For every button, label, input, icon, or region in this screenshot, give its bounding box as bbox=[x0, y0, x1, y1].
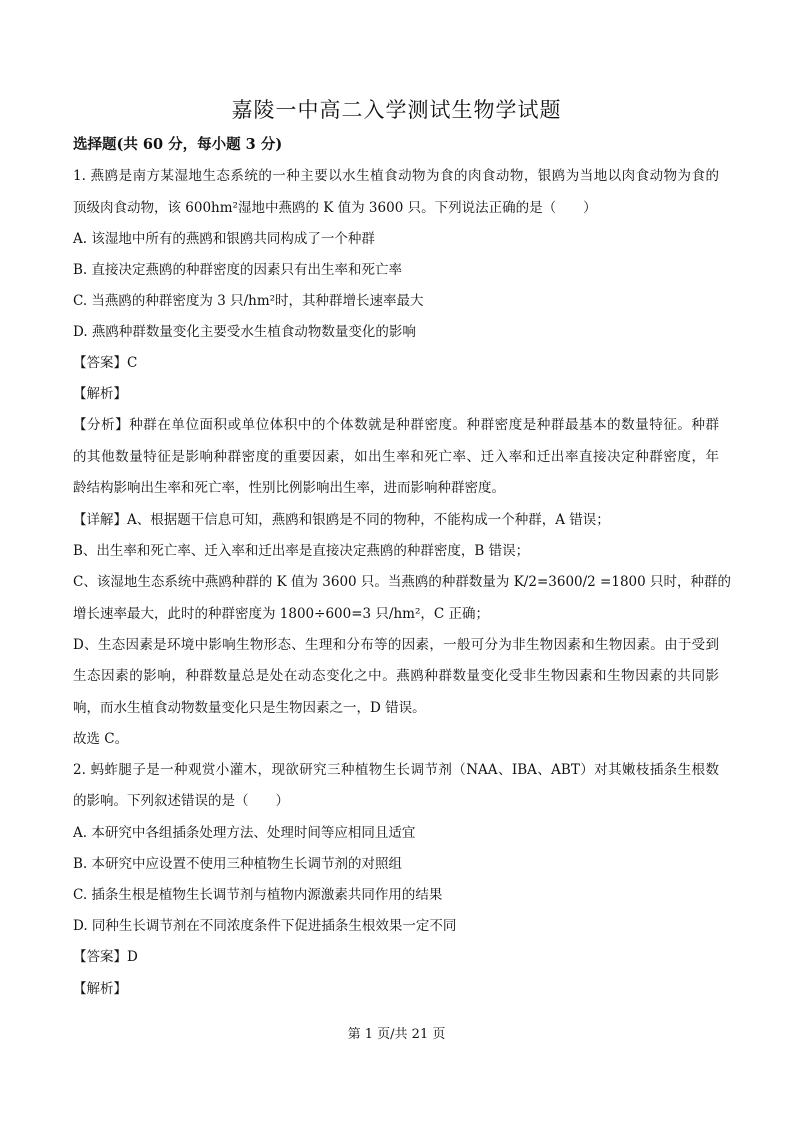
q2-option-d: D. 同种生长调节剂在不同浓度条件下促进插条生根效果一定不同 bbox=[73, 918, 457, 934]
q1-fenxi-line-3: 龄结构影响出生率和死亡率，性别比例影响出生率，进而影响种群密度。 bbox=[73, 480, 505, 496]
q1-xiangjie-line-6: 生态因素的影响，种群数量总是处在动态变化之中。燕鸥种群数量变化受非生物因素和生物因素的共同影 bbox=[73, 668, 719, 684]
q1-option-b: B. 直接决定燕鸥的种群密度的因素只有出生率和死亡率 bbox=[73, 262, 403, 278]
q1-xiangjie-line-4: 增长速率最大，此时的种群密度为 1800÷600=3 只/hm²，C 正确； bbox=[73, 606, 489, 622]
q1-xiangjie-line-5: D、生态因素是环境中影响生物形态、生理和分布等的因素，一般可分为非生物因素和生物因素。由于受到 bbox=[73, 637, 719, 653]
q2-stem-line-1: 2. 蚂蚱腿子是一种观赏小灌木，现欲研究三种植物生长调节剂（NAA、IBA、ABT）对其嫩枝插条生根数 bbox=[73, 762, 719, 778]
q1-conclusion: 故选 C。 bbox=[73, 731, 129, 747]
q1-analysis-heading: 【解析】 bbox=[73, 386, 127, 402]
q2-option-c: C. 插条生根是植物生长调节剂与植物内源激素共同作用的结果 bbox=[73, 887, 443, 903]
q1-option-d: D. 燕鸥种群数量变化主要受水生植食动物数量变化的影响 bbox=[73, 324, 416, 340]
q1-stem-line-2: 顶级肉食动物，该 600hm²湿地中燕鸥的 K 值为 3600 只。下列说法正确的是（ ） bbox=[73, 200, 597, 216]
q2-stem-line-2: 的影响。下列叙述错误的是（ ） bbox=[73, 793, 289, 809]
q2-answer: 【答案】D bbox=[73, 949, 138, 965]
q1-fenxi-line-2: 的其他数量特征是影响种群密度的重要因素，如出生率和死亡率、迁入率和迁出率直接决定种群密度，年 bbox=[73, 449, 719, 465]
section-heading: 选择题(共 60 分，每小题 3 分) bbox=[73, 136, 283, 153]
q1-fenxi-line-1: 【分析】种群在单位面积或单位体积中的个体数就是种群密度。种群密度是种群最基本的数量特征。种群 bbox=[73, 417, 719, 433]
q1-stem-line-1: 1. 燕鸥是南方某湿地生态系统的一种主要以水生植食动物为食的肉食动物，银鸥为当地以肉食动物为食的 bbox=[73, 168, 719, 184]
q1-xiangjie-line-7: 响，而水生植食动物数量变化只是生物因素之一，D 错误。 bbox=[73, 700, 426, 716]
q1-xiangjie-line-1: 【详解】A、根据题干信息可知，燕鸥和银鸥是不同的物种，不能构成一个种群，A 错误； bbox=[73, 512, 610, 528]
q1-xiangjie-line-3: C、该湿地生态系统中燕鸥种群的 K 值为 3600 只。当燕鸥的种群数量为 K/2=3600/2 =1800 只时，种群的 bbox=[73, 574, 732, 590]
page-title: 嘉陵一中高二入学测试生物学试题 bbox=[231, 98, 562, 122]
q1-option-a: A. 该湿地中所有的燕鸥和银鸥共同构成了一个种群 bbox=[73, 231, 375, 247]
q1-answer: 【答案】C bbox=[73, 355, 138, 371]
q2-option-b: B. 本研究中应设置不使用三种植物生长调节剂的对照组 bbox=[73, 856, 403, 872]
q1-xiangjie-line-2: B、出生率和死亡率、迁入率和迁出率是直接决定燕鸥的种群密度，B 错误； bbox=[73, 543, 530, 559]
q1-option-c: C. 当燕鸥的种群密度为 3 只/hm²时，其种群增长速率最大 bbox=[73, 293, 424, 309]
q2-analysis-heading: 【解析】 bbox=[73, 981, 127, 997]
page-footer: 第 1 页/共 21 页 bbox=[347, 1027, 446, 1042]
q2-option-a: A. 本研究中各组插条处理方法、处理时间等应相同且适宜 bbox=[73, 825, 416, 841]
